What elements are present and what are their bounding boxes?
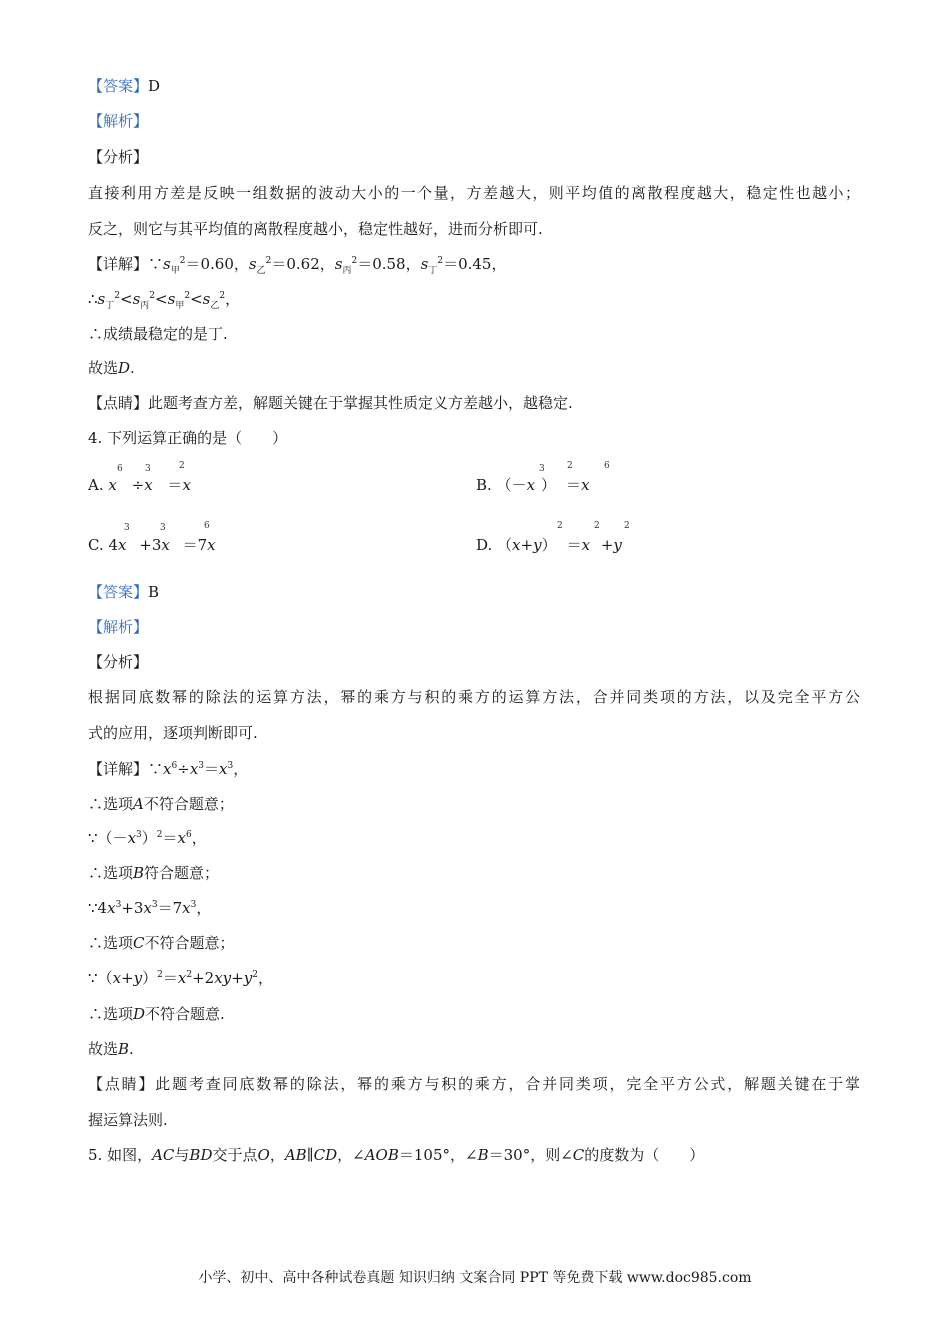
less-than: < <box>190 290 203 308</box>
plus-2: +2 <box>192 969 215 987</box>
open-paren: （－ <box>97 829 128 847</box>
answer-value: B <box>148 583 160 601</box>
answer-tag: 【答案】 <box>88 583 149 601</box>
var-x: x <box>512 536 521 554</box>
q4-stem: 4. 下列运算正确的是（ ） <box>88 429 288 447</box>
segment-ac: AC <box>152 1146 175 1164</box>
q5-text: 与 <box>174 1146 190 1164</box>
exp: 2 <box>179 256 186 266</box>
var-x: x <box>581 536 591 554</box>
option-label: C. 4 <box>88 536 119 554</box>
q3-jiexi-tag: 【解析】 <box>88 112 149 130</box>
detail-tag: 【详解】 <box>88 760 149 778</box>
equals: ＝ <box>162 476 183 494</box>
exponent: 3 <box>539 464 545 474</box>
q5-stem <box>88 1145 704 1165</box>
angle-aob: AOB <box>364 1146 399 1164</box>
exponent: 2 <box>179 461 185 471</box>
equals: ＝ <box>204 760 220 778</box>
close-paren: ） <box>141 829 157 847</box>
q3-choose-line <box>88 358 135 378</box>
var-x: x <box>581 476 590 494</box>
exponent: 3 <box>115 900 122 910</box>
since-symbol: ∵ <box>148 255 164 273</box>
exponent: 6 <box>171 761 178 771</box>
therefore-text: ∴选项 <box>88 864 134 882</box>
var-x: x <box>127 829 137 847</box>
verdict: 不符合题意； <box>144 934 235 952</box>
var-s: s <box>420 255 429 273</box>
option-label: A. <box>88 476 109 494</box>
close-paren: ） <box>541 476 557 494</box>
answer-tag: 【答案】 <box>88 77 149 95</box>
q4-choose-line <box>88 1039 134 1059</box>
plus-3: +3 <box>134 536 162 554</box>
q5-text: ， <box>269 1146 285 1164</box>
segment-bd: BD <box>189 1146 213 1164</box>
q5-text: ＝30°，则∠ <box>488 1146 573 1164</box>
plus: + <box>121 969 134 987</box>
sub-yi: 乙 <box>210 301 220 311</box>
option-letter: D <box>133 1005 146 1023</box>
q3-answer-line <box>88 76 160 96</box>
var-s: s <box>202 290 211 308</box>
q4-conclusion-b <box>88 863 219 883</box>
q4-conclusion-d <box>88 1004 225 1024</box>
q4-fenxi-tag: 【分析】 <box>88 653 149 671</box>
exponent: 2 <box>557 521 563 531</box>
exponent: 3 <box>145 464 151 474</box>
page-footer: 小学、初中、高中各种试卷真题 知识归纳 文案合同 PPT 等免费下载 www.doc985.com <box>198 1270 752 1286</box>
point-o: O <box>257 1146 270 1164</box>
var-x: x <box>107 899 116 917</box>
therefore-text: ∴选项 <box>88 795 134 813</box>
angle-c: C <box>572 1146 585 1164</box>
exponent: 3 <box>124 523 130 533</box>
q4-analysis-line1: 根据同底数幂的除法的运算方法，幂的乘方与积的乘方的运算方法，合并同类项的方法，以及完全平方公 <box>88 688 860 706</box>
exponent: 2 <box>157 970 163 980</box>
since-symbol: ∵ <box>148 760 164 778</box>
comma: ， <box>257 969 273 987</box>
equals: ＝ <box>566 476 582 494</box>
answer-value: D <box>148 77 161 95</box>
value-ding: ＝0.45， <box>443 255 507 273</box>
var-x: x <box>177 969 187 987</box>
exponent: 2 <box>156 830 163 840</box>
q3-detail-line <box>88 254 506 274</box>
var-x: x <box>163 760 172 778</box>
open-paren: （ <box>97 969 113 987</box>
var-y: y <box>222 969 232 987</box>
since-symbol: ∵ <box>88 969 98 987</box>
q4-dianjing-line1 <box>88 1074 860 1094</box>
comma: ， <box>191 829 207 847</box>
choose-letter: D <box>118 359 131 377</box>
plus-3: +3 <box>121 899 144 917</box>
sub-ding: 丁 <box>105 301 115 311</box>
exponent: 3 <box>136 830 142 840</box>
var-x: x <box>161 536 170 554</box>
exponent: 3 <box>198 761 205 771</box>
plus: + <box>596 536 614 554</box>
q4-detail-line3 <box>88 898 211 918</box>
var-x: x <box>177 829 186 847</box>
sub-jia: 甲 <box>170 266 180 276</box>
choose-text: 故选 <box>88 1040 119 1058</box>
var-x: x <box>144 476 153 494</box>
var-s: s <box>167 290 176 308</box>
exponent: 2 <box>252 970 258 980</box>
q5-text: 的度数为（ ） <box>584 1146 705 1164</box>
verdict: 不符合题意； <box>143 795 234 813</box>
q4-analysis-line2: 式的应用，逐项判断即可. <box>88 724 258 742</box>
segment-cd: CD <box>313 1146 338 1164</box>
option-letter: A <box>133 795 144 813</box>
coef: 4 <box>97 899 108 917</box>
since-symbol: ∵ <box>88 899 98 917</box>
exponent: 6 <box>117 464 123 474</box>
exponent: 2 <box>624 521 630 531</box>
exponent: 2 <box>594 521 600 531</box>
option-a-text <box>88 475 191 495</box>
choose-text: 故选 <box>88 359 119 377</box>
sub-bing: 丙 <box>140 301 150 311</box>
q3-conclusion: ∴成绩最稳定的是丁. <box>88 325 228 343</box>
dianjing-text: 此题考查方差，解题关键在于掌握其性质定义方差越小，越稳定. <box>148 394 573 412</box>
sub-yi: 乙 <box>256 266 266 276</box>
option-d-text <box>476 535 622 555</box>
exp: 2 <box>351 256 358 266</box>
angle-b: B <box>477 1146 489 1164</box>
q3-order-line <box>88 289 240 309</box>
option-label: B. （－ <box>476 476 527 494</box>
var-x: x <box>182 899 191 917</box>
exp: 2 <box>265 256 272 266</box>
var-y: y <box>243 969 253 987</box>
equals: ＝ <box>566 536 582 554</box>
q4-detail-line4 <box>88 968 273 988</box>
option-letter: C <box>133 934 145 952</box>
var-s: s <box>132 290 141 308</box>
var-s: s <box>334 255 343 273</box>
comma: ， <box>233 760 249 778</box>
sub-bing: 丙 <box>342 266 352 276</box>
sub-ding: 丁 <box>428 266 438 276</box>
var-x: x <box>526 476 536 494</box>
q4-conclusion-c <box>88 933 235 953</box>
var-s: s <box>97 290 106 308</box>
parallel-symbol: ∥ <box>306 1146 314 1164</box>
q4-jiexi-tag: 【解析】 <box>88 618 149 636</box>
period: . <box>130 359 135 377</box>
equals: ＝ <box>162 829 178 847</box>
sub-jia: 甲 <box>175 301 185 311</box>
var-x: x <box>143 899 152 917</box>
exponent: 2 <box>567 461 573 471</box>
div-symbol: ÷ <box>177 760 190 778</box>
q5-text: ，∠ <box>337 1146 365 1164</box>
exp: 2 <box>437 256 444 266</box>
q3-analysis-line2: 反之，则它与其平均值的离散程度越小，稳定性越好，进而分析即可. <box>88 220 543 238</box>
exponent: 3 <box>190 900 197 910</box>
option-label: D. （ <box>476 536 513 554</box>
div-symbol: ÷ <box>126 476 145 494</box>
dianjing-tag: 【点睛】 <box>88 394 149 412</box>
var-y: y <box>133 969 143 987</box>
exponent: 6 <box>604 461 610 471</box>
exponent: 2 <box>186 970 193 980</box>
option-letter: B <box>133 864 145 882</box>
q3-analysis-line1: 直接利用方差是反映一组数据的波动大小的一个量，方差越大，则平均值的离散程度越大，稳定性也越小； <box>88 184 860 202</box>
var-x: x <box>189 760 199 778</box>
exponent: 6 <box>186 830 192 840</box>
dianjing-text: 此题考查同底数幂的除法，幂的乘方与积的乘方，合并同类项，完全平方公式，解题关键在于掌 <box>155 1075 860 1093</box>
q4-answer-line <box>88 582 159 602</box>
segment-ab: AB <box>284 1146 307 1164</box>
exponent: 6 <box>204 521 210 531</box>
less-than: < <box>120 290 133 308</box>
therefore-text: ∴选项 <box>88 1005 134 1023</box>
var-x: x <box>108 476 117 494</box>
q3-fenxi-tag: 【分析】 <box>88 148 149 166</box>
equals: ＝ <box>162 969 178 987</box>
exp: 2 <box>149 291 156 301</box>
comma: ， <box>225 290 241 308</box>
exponent: 3 <box>227 761 234 771</box>
close-paren: ） <box>142 969 158 987</box>
exp: 2 <box>114 291 120 301</box>
var-y: y <box>533 536 542 554</box>
value-jia: ＝0.60， <box>185 255 249 273</box>
equals-7: ＝7 <box>177 536 208 554</box>
comma: ， <box>196 899 212 917</box>
period: . <box>129 1040 134 1058</box>
var-s: s <box>248 255 257 273</box>
q5-text: 交于点 <box>212 1146 258 1164</box>
plus: + <box>231 969 244 987</box>
detail-tag: 【详解】 <box>88 255 149 273</box>
var-y: y <box>613 536 622 554</box>
choose-letter: B <box>118 1040 130 1058</box>
q4-detail-line1 <box>88 759 248 779</box>
since-symbol: ∵ <box>88 829 98 847</box>
exponent: 3 <box>151 900 158 910</box>
exponent: 3 <box>160 523 166 533</box>
value-yi: ＝0.62， <box>271 255 335 273</box>
q5-text: 5. 如图， <box>88 1146 153 1164</box>
q5-text: ＝105°，∠ <box>398 1146 478 1164</box>
exp: 2 <box>219 291 226 301</box>
less-than: < <box>155 290 168 308</box>
var-x: x <box>118 536 127 554</box>
plus: + <box>520 536 534 554</box>
equals-7: ＝7 <box>157 899 183 917</box>
q4-dianjing-line2: 握运算法则. <box>88 1111 168 1129</box>
q4-conclusion-a <box>88 794 234 814</box>
exp: 2 <box>184 291 191 301</box>
option-b-text <box>476 475 590 495</box>
var-x: x <box>182 476 191 494</box>
q4-detail-line2 <box>88 828 207 848</box>
var-x: x <box>207 536 216 554</box>
therefore-text: ∴选项 <box>88 934 134 952</box>
verdict: 符合题意； <box>144 864 220 882</box>
verdict: 不符合题意. <box>145 1005 225 1023</box>
therefore-symbol: ∴ <box>88 290 98 308</box>
q3-dianjing-line <box>88 393 573 413</box>
close-paren: ） <box>541 536 557 554</box>
option-c-text <box>88 535 216 555</box>
value-bing: ＝0.58， <box>357 255 421 273</box>
var-x: x <box>112 969 122 987</box>
dianjing-tag: 【点睛】 <box>88 1075 156 1093</box>
var-x: x <box>219 760 228 778</box>
var-s: s <box>163 255 171 273</box>
var-x: x <box>214 969 223 987</box>
